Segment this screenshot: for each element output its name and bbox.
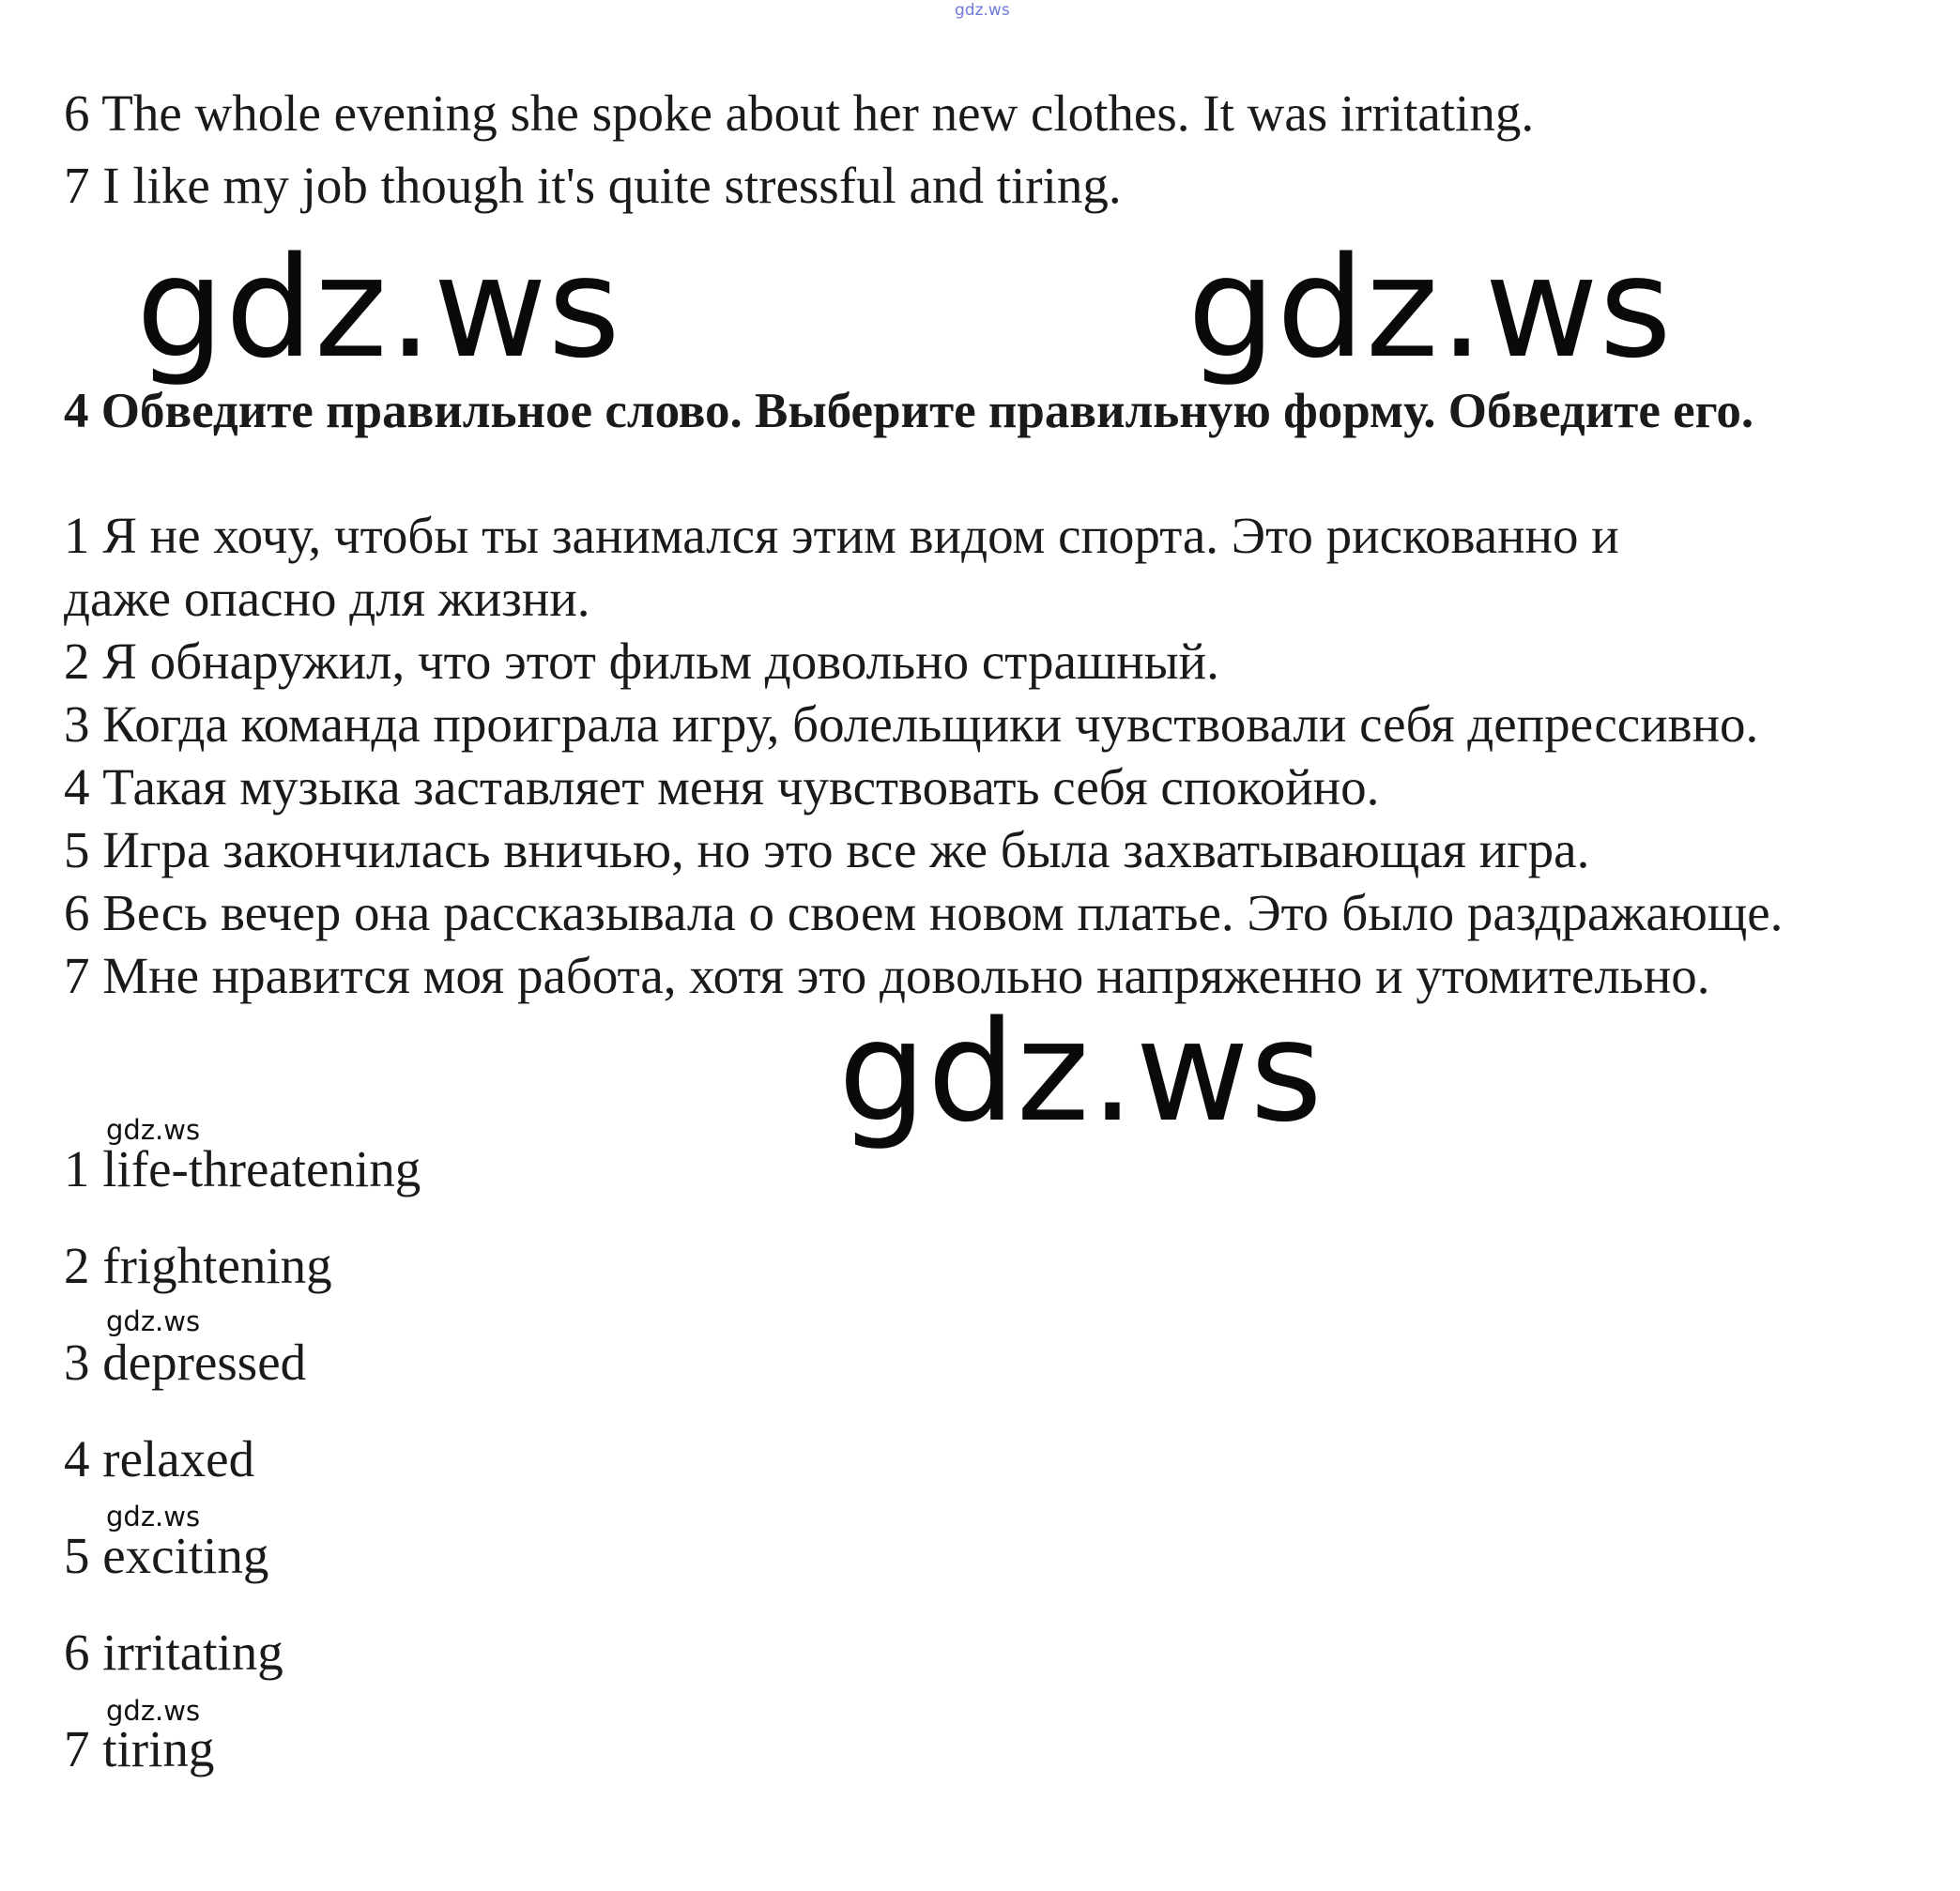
answer-7: 7 tiring [64,1720,215,1777]
translation-line-7: 7 Мне нравится моя работа, хотя это довольно напряженно и утомительно. [64,947,1710,1004]
answer-5: 5 exciting [64,1527,269,1584]
translation-line-1a: 1 Я не хочу, чтобы ты занимался этим видом спорта. Это рискованно и [64,507,1619,564]
translation-line-1b: даже опасно для жизни. [64,570,590,627]
answer-4: 4 relaxed [64,1430,255,1487]
translation-line-6: 6 Весь вечер она рассказывала о своем новом платье. Это было раздражающе. [64,884,1784,941]
watermark-small-2: gdz.ws [106,1305,201,1337]
english-sentence-7: 7 I like my job though it's quite stressful and tiring. [64,157,1122,214]
answer-3: 3 depressed [64,1334,307,1391]
translation-line-2: 2 Я обнаружил, что этот фильм довольно страшный. [64,633,1219,690]
watermark-small-1: gdz.ws [106,1114,201,1146]
watermark-large-right: gdz.ws [1187,227,1673,389]
task-heading: 4 Обведите правильное слово. Выберите правильную форму. Обведите его. [64,384,1754,438]
answer-2: 2 frightening [64,1237,332,1294]
answer-6: 6 irritating [64,1624,283,1681]
watermark-small-4: gdz.ws [106,1695,201,1727]
translation-line-4: 4 Такая музыка заставляет меня чувствовать себя спокойно. [64,758,1380,816]
watermark-large-left: gdz.ws [136,227,621,389]
translation-line-5: 5 Игра закончилась вничью, но это все же была захватывающая игра. [64,821,1590,878]
watermark-top: gdz.ws [955,1,1010,20]
translation-line-3: 3 Когда команда проиграла игру, болельщики чувствовали себя депрессивно. [64,695,1759,753]
watermark-large-center: gdz.ws [838,991,1324,1152]
watermark-small-3: gdz.ws [106,1501,201,1533]
english-sentence-6: 6 The whole evening she spoke about her new clothes. It was irritating. [64,84,1535,142]
answer-1: 1 life-threatening [64,1140,421,1197]
